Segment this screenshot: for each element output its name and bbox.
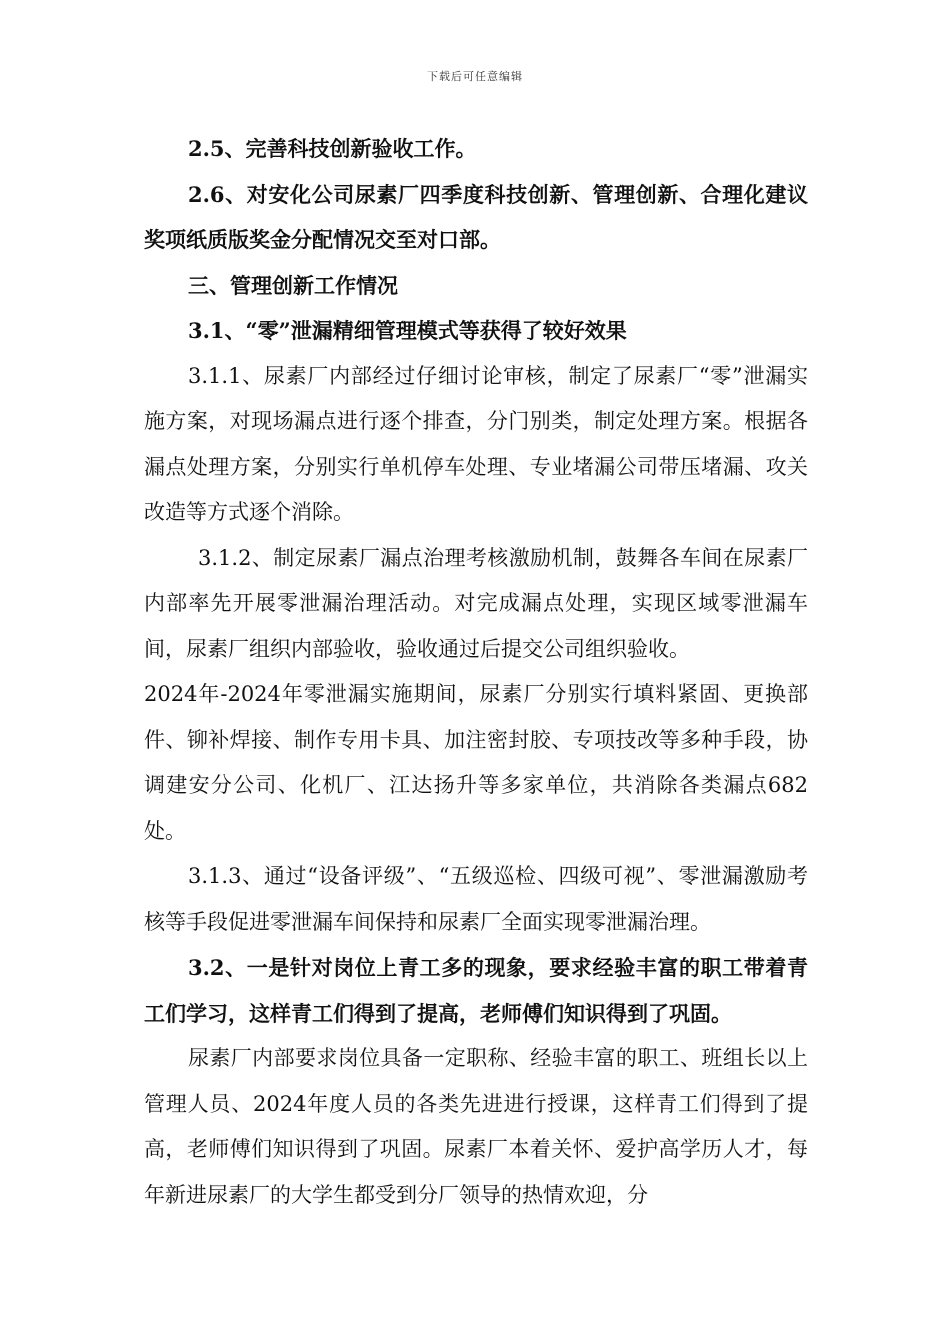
document-body (144, 126, 808, 1218)
paragraph-3-1-3: 3.1.3、通过“设备评级”、“五级巡检、四级可视”、零泄漏激励考核等手段促进零泄漏车间保持和尿素厂全面实现零泄漏治理。 (144, 864, 808, 934)
paragraph-training: 尿素厂内部要求岗位具备一定职称、经验丰富的职工、班组长以上管理人员、2024年度人员的各类先进进行授课，这样青工们得到了提高，老师傅们知识得到了巩固。尿素厂本着关怀、爱护高学历人才，每年新进尿素厂的大学生都受到分厂领导的热情欢迎，分 (144, 1046, 808, 1207)
paragraph-2-6: 2.6、对安化公司尿素厂四季度科技创新、管理创新、合理化建议奖项纸质版奖金分配情况交至对口部。 (144, 181, 808, 252)
paragraph-3-1-2: 3.1.2、制定尿素厂漏点治理考核激励机制，鼓舞各车间在尿素厂内部率先开展零泄漏治理活动。对完成漏点处理，实现区域零泄漏车间，尿素厂组织内部验收，验收通过后提交公司组织验收。 (144, 545, 808, 661)
section-heading-3: 三、管理创新工作情况 (188, 272, 398, 298)
paragraph-3-2: 3.2、一是针对岗位上青工多的现象，要求经验丰富的职工带着青工们学习，这样青工们得到了提高，老师傅们知识得到了巩固。 (144, 955, 808, 1026)
paragraph-3-1-1: 3.1.1、尿素厂内部经过仔细讨论审核，制定了尿素厂“零”泄漏实施方案，对现场漏点进行逐个排查，分门别类，制定处理方案。根据各漏点处理方案，分别实行单机停车处理、专业堵漏公司带压堵漏、攻关改造等方式逐个消除。 (144, 363, 808, 524)
download-note: 下载后可任意编辑 (427, 70, 523, 83)
paragraph-3-1: 3.1、“零”泄漏精细管理模式等获得了较好效果 (188, 318, 627, 343)
paragraph-2-5: 2.5、完善科技创新验收工作。 (188, 136, 477, 161)
paragraph-2024-summary: 2024年-2024年零泄漏实施期间，尿素厂分别实行填料紧固、更换部件、铆补焊接、制作专用卡具、加注密封胶、专项技改等多种手段，协调建安分公司、化机厂、江达扬升等多家单位，共消除各类漏点682处。 (144, 682, 808, 843)
